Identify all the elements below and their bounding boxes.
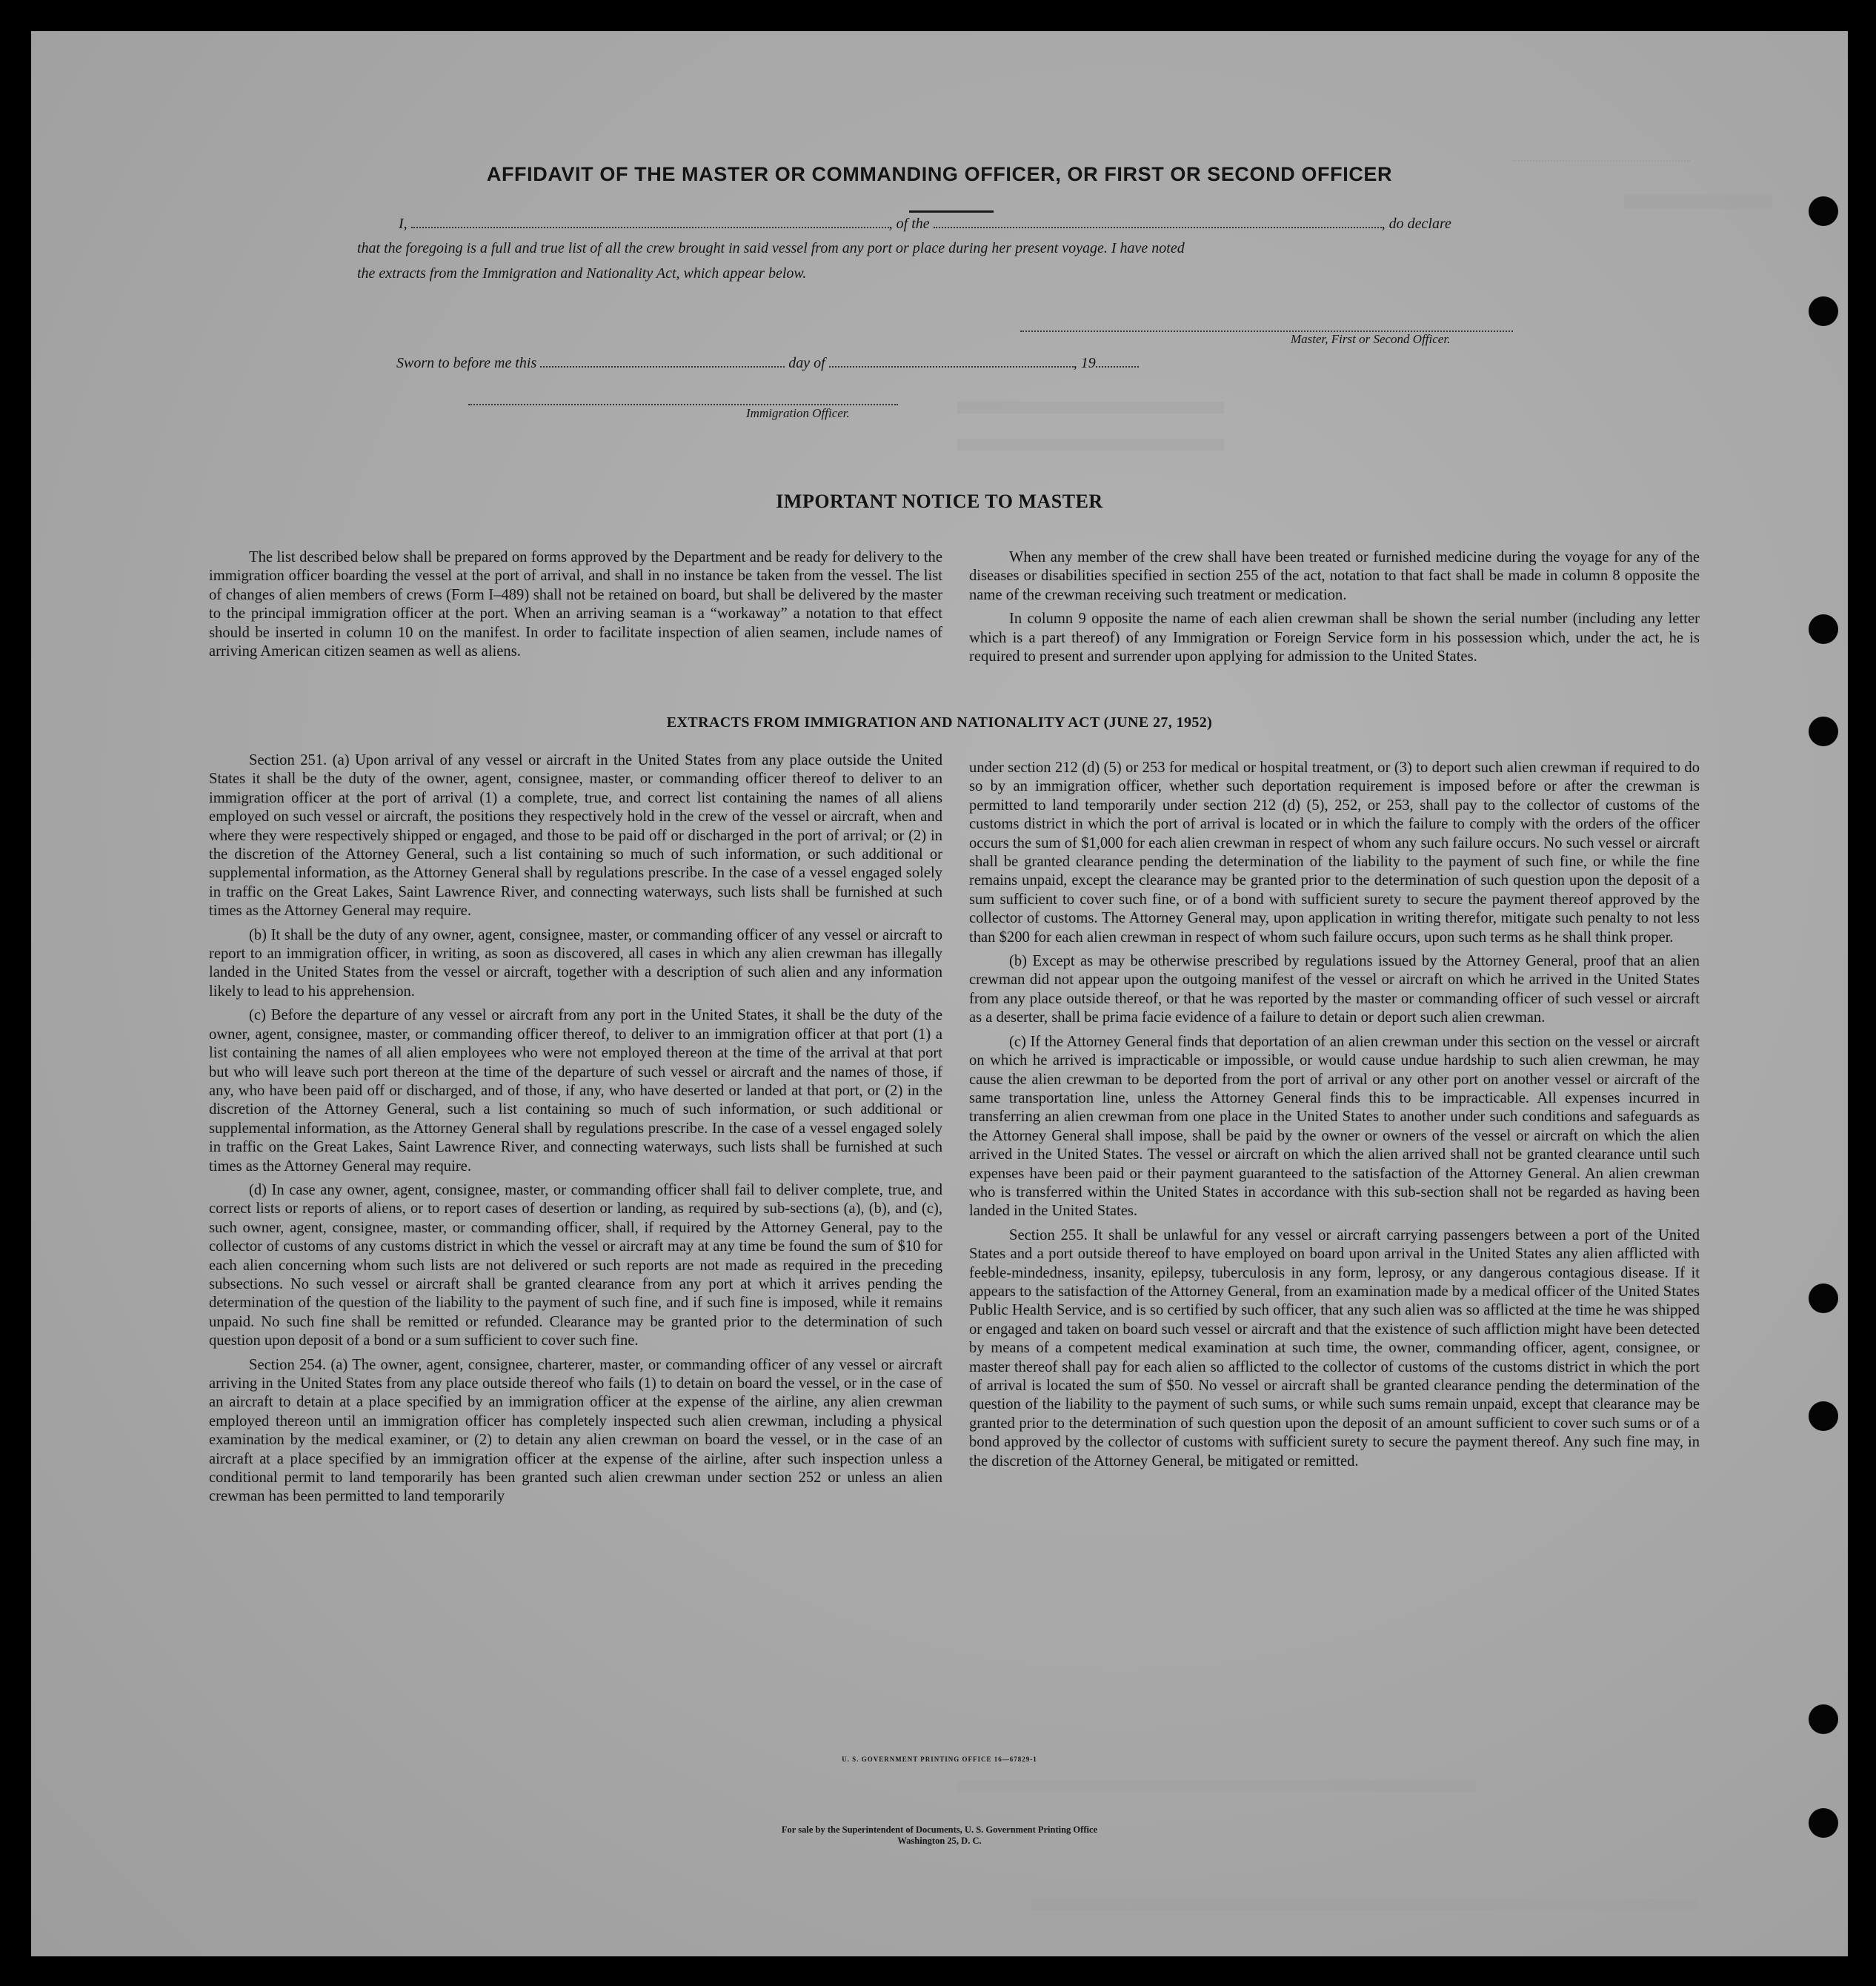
master-signature-caption: Master, First or Second Officer. [1291,332,1451,346]
statement-line-2: the extracts from the Immigration and Nationality Act, which appear below. [357,265,807,282]
day-of-label: day of [788,355,825,371]
notice-left-column [209,548,942,666]
extracts-title: EXTRACTS FROM IMMIGRATION AND NATIONALITY ACT (JUNE 27, 1952) [666,714,1213,731]
title-underline [909,210,994,213]
extracts-right-column [969,759,1700,1476]
sworn-day-field[interactable] [540,353,785,368]
name-field[interactable] [411,213,889,228]
declaration-line [399,213,1451,233]
punch-hole [1809,1704,1838,1734]
immigration-officer-caption: Immigration Officer. [746,406,850,420]
punch-hole [1809,1401,1838,1431]
year-label: , 19 [1073,355,1096,371]
extracts-left-column [209,751,942,1512]
section-251-a: Section 251. (a) Upon arrival of any vessel or aircraft in the United States from any place outside the United States it shall be the duty of the owner, agent, consignee, master, or commanding officer thereof to deliver to an immigration officer at the port of arrival (1) a complete, true, and correct list containing the names of all aliens employed on such vessel or aircraft, the positions they respectively hold in the crew of the vessel or aircraft, when and where they were respectively shipped or engaged, and those to be paid off or discharged in the port of arrival; or (2) in the discretion of the Attorney General, such a list containing so much of such information, or such additional or supplemental information, as the Attorney General shall by regulations prescribe. In the case of a vessel engaged solely in traffic on the Great Lakes, Saint Lawrence River, and connecting waterways, such lists shall be furnished at such times as the Attorney General may require. [209,752,942,920]
punch-hole [1809,614,1838,644]
sworn-line [396,353,1139,372]
punch-hole [1809,296,1838,326]
notice-title: IMPORTANT NOTICE TO MASTER [776,491,1103,512]
sworn-label: Sworn to before me this [396,355,537,371]
section-251-c: (c) Before the departure of any vessel or aircraft from any port in the United States, it shall be the duty of the owner, agent, consignee, master, or commanding officer thereof, to deliver to an immigration officer at that port (1) a list containing the names of all alien employees who were not employed thereon at the time of the arrival at that port but who will leave such port thereon at the time of the departure of such vessel or aircraft and the names of those, if any, who have been paid off or discharged, and of those, if any, who have deserted or landed at that port, or (2) in the discretion of the Attorney General, such a list containing so much of such information, or such additional or supplemental information, as the Attorney General shall by regulations prescribe. In the case of a vessel engaged solely in traffic on the Great Lakes, Saint Lawrence River, and connecting waterways, such lists shall be furnished at such times as the Attorney General may require. [209,1007,942,1175]
of-the-label: , of the [888,216,930,232]
punch-hole [1809,196,1838,226]
notice-right-paragraph-1: When any member of the crew shall have been treated or furnished medicine during the voyage for any of the diseases or disabilities specified in section 255 of the act, notation to that fact shall be made in column 8 opposite the name of the crewman receiving such treatment or medication. [969,549,1700,603]
section-254-b: (b) Except as may be otherwise prescribed by regulations issued by the Attorney General, proof that an alien crewman did not appear upon the outgoing manifest of the vessel or aircraft on which he arrived in the United States from any place outside thereof, or that he was reported by the master or commanding officer of such vessel or aircraft as a deserter, shall be prima facie evidence of a failure to detain or deport such alien crewman. [969,953,1700,1026]
notice-right-paragraph-2: In column 9 opposite the name of each alien crewman shall be shown the serial number (including any letter which is a part thereof) of any Immigration or Foreign Service form in his possession which, under the act, he is required to present and surrender upon applying for admission to the United States. [969,611,1700,665]
do-declare-label: , do declare [1381,216,1451,232]
document-page [31,31,1848,1956]
section-254-c: (c) If the Attorney General finds that deportation of an alien crewman under this section on the vessel or aircraft on which he arrived is impracticable or impossible, or would cause undue hardship to such alien crewman, he may cause the alien crewman to be deported from the port of arrival or any other port on another vessel or aircraft of the same transportation line, unless the Attorney General finds this to be impracticable. All expenses incurred in transferring an alien crewman from one place in the United States to another under such conditions and safeguards as the Attorney General shall impose, shall be paid by the owner or owners of the vessel or aircraft on which the alien arrived in the United States. The vessel or aircraft on which the alien arrived shall not be granted clearance until such expenses have been paid or their payment guaranteed to the satisfaction of the Attorney General. An alien crewman who is transferred within the United States in accordance with this sub-section shall not be regarded as having been landed in the United States. [969,1033,1700,1220]
vessel-field[interactable] [934,213,1382,228]
affidavit-title: AFFIDAVIT OF THE MASTER OR COMMANDING OFFICER, OR FIRST OR SECOND OFFICER [486,163,1393,185]
i-label: I, [399,216,408,232]
notice-right-column [969,548,1700,671]
sale-line-1: For sale by the Superintendent of Documents, U. S. Government Printing Office [781,1824,1098,1835]
section-251-d: (d) In case any owner, agent, consignee, master, or commanding officer shall fail to deliver complete, true, and correct lists or reports of aliens, or to report cases of desertion or landing, as required by sub-sections (a), (b), and (c), such owner, agent, consignee, master, or commanding officer, shall, if required by the Attorney General, pay to the collector of customs of any customs district in which the vessel or aircraft may at any time be found the sum of $10 for each alien concerning whom such lists are not delivered or such reports are not made as required in the preceding subsections. No such vessel or aircraft shall be granted clearance from any port at which it arrives pending the determination of the question of the liability to the payment of such fine, and if such fine is imposed, while it remains unpaid. No such fine shall be remitted or refunded. Clearance may be granted prior to the determination of such question upon deposit of a bond or a sum sufficient to cover such fine. [209,1181,942,1349]
notice-left-paragraph: The list described below shall be prepared on forms approved by the Department and be ready for delivery to the immigration officer boarding the vessel at the port of arrival, and shall in no instance be taken from the vessel. The list of changes of alien members of crews (Form I–489) shall not be retained on board, but shall be delivered by the master to the principal immigration officer at the port. When an arriving seaman is a “workaway” a notation to that effect should be inserted in column 10 on the manifest. In order to facilitate inspection of alien seamen, include names of arriving American citizen seamen as well as aliens. [209,549,942,660]
section-254-a: Section 254. (a) The owner, agent, consignee, charterer, master, or commanding officer of any vessel or aircraft arriving in the United States from any place outside thereof who fails (1) to detain on board the vessel, or in the case of an aircraft to detain at a place specified by an immigration officer at the expense of the airline, any alien crewman employed thereon until an immigration officer has completely inspected such alien crewman, including a physical examination by the medical examiner, or (2) to detain any alien crewman on board the vessel, or in the case of an aircraft at a place specified by an immigration officer at the expense of the airline, after such inspection unless a conditional permit to land temporarily has been granted such alien crewman under section 252 or unless an alien crewman has been permitted to land temporarily [209,1356,942,1505]
section-255: Section 255. It shall be unlawful for any vessel or aircraft carrying passengers between a port of the United States and a port outside thereof to have employed on board upon arrival in the United States any alien afflicted with feeble-mindedness, insanity, epilepsy, tuberculosis in any form, leprosy, or any dangerous contagious disease. If it appears to the satisfaction of the Attorney General, from an examination made by a medical officer of the United States Public Health Service, and is so certified by such officer, that any such alien was so afflicted at the time he was shipped or engaged and taken on board such vessel or aircraft and that the existence of such affliction might have been detected by means of a competent medical examination at such time, the owner, commanding officer, agent, consignee, or master thereof shall pay for each alien so afflicted to the collector of customs of the customs district in which the port of arrival is located the sum of $50. No vessel or aircraft shall be granted clearance pending the determination of the question of the liability to the payment of such sums, or while such sums remain unpaid, except that clearance may be granted prior to the determination of such question upon the deposit of an amount sufficient to cover such sums or of a bond approved by the collector of customs with sufficient surety to secure the payment thereof. Any such fine may, in the discretion of the Attorney General, be mitigated or remitted. [969,1226,1700,1469]
section-254-a-continued: under section 212 (d) (5) or 253 for medical or hospital treatment, or (3) to deport such alien crewman if required to do so by an immigration officer, whether such deportation requirement is imposed before or after the crewman is permitted to land temporarily under section 212 (d) (5), 252, or 253, shall pay to the collector of customs of the customs district in which the port of arrival is located or in which the failure to comply with the orders of the officer occurs the sum of $1,000 for each alien crewman in respect of whom any such failure occurs. No such vessel or aircraft shall be granted clearance pending the determination of the liability to the payment of such fine, or while the fine remains unpaid, except the clearance may be granted prior to the determination of such question upon the deposit of a sum sufficient to cover such fine, or of a bond with sufficient surety to secure the payment thereof approved by the collector of customs. The Attorney General may, upon application in writing therefor, mitigate such penalty to not less than $200 for each alien crewman in respect of whom such failure occurs, upon such terms as he shall think proper. [969,760,1700,946]
section-251-b: (b) It shall be the duty of any owner, agent, consignee, master, or commanding officer of any vessel or aircraft to report to an immigration officer, in writing, as soon as discovered, all cases in which any alien crewman has illegally landed in the United States from the vessel or aircraft, together with a description of such alien and any information likely to lead to his apprehension. [209,926,942,1000]
statement-line-1: that the foregoing is a full and true list of all the crew brought in said vessel from any port or place during her present voyage. I have noted [357,240,1185,256]
sale-line-2: Washington 25, D. C. [897,1836,982,1846]
sworn-year-field[interactable] [1096,353,1139,368]
punch-hole [1809,1283,1838,1313]
printer-line: U. S. GOVERNMENT PRINTING OFFICE 16—67829-1 [842,1756,1037,1763]
sworn-month-field[interactable] [829,353,1074,368]
immigration-officer-signature-field[interactable] [468,404,898,405]
sale-notice [31,1824,1848,1847]
